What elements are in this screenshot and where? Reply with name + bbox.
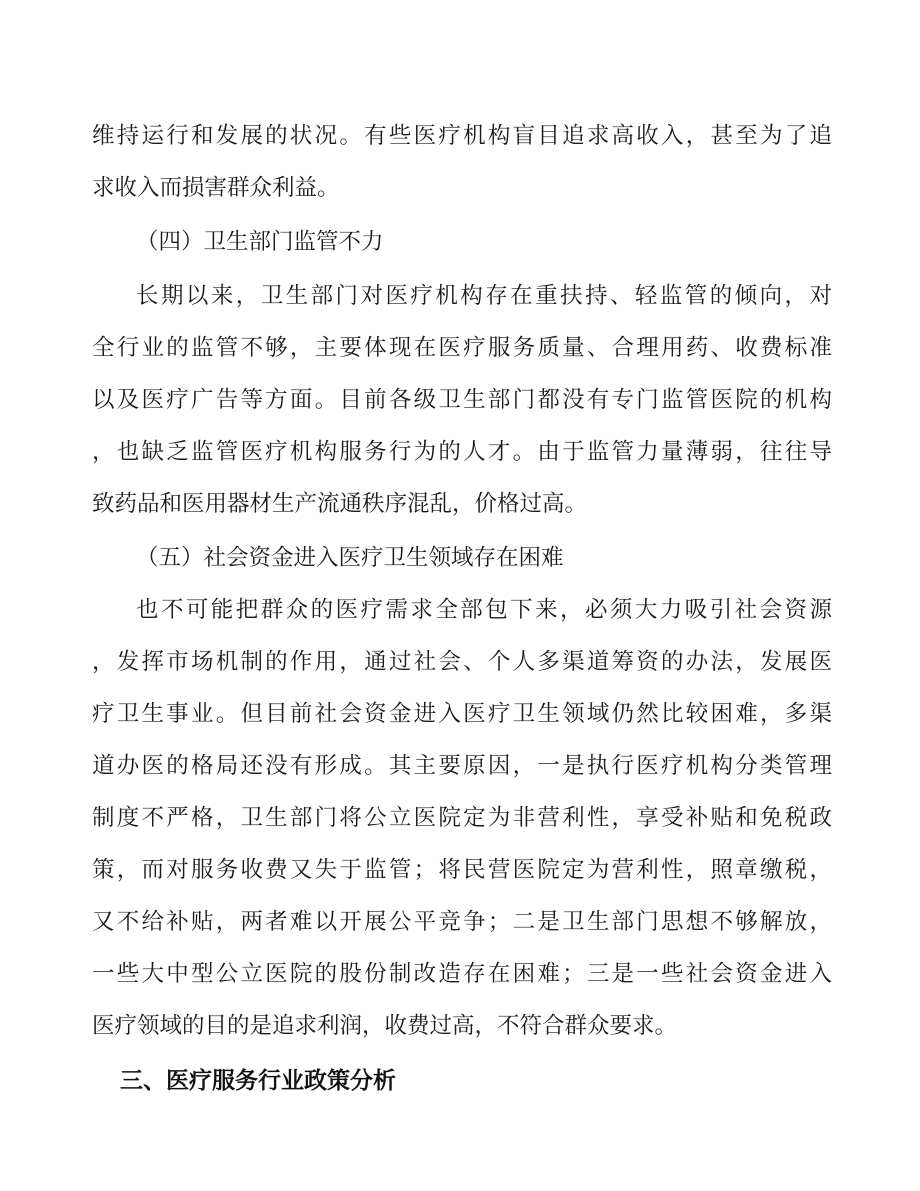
paragraph-line: 长期以来，卫生部门对医疗机构存在重扶持、轻监管的倾向，对 bbox=[136, 283, 832, 309]
paragraph-line: 以及医疗广告等方面。目前各级卫生部门都没有专门监管医院的机构 bbox=[92, 387, 832, 413]
paragraph-line: 一些大中型公立医院的股份制改造存在困难；三是一些社会资金进入 bbox=[92, 961, 832, 987]
paragraph-line: 疗卫生事业。但目前社会资金进入医疗卫生领域仍然比较困难，多渠 bbox=[92, 701, 832, 727]
paragraph-line: 又不给补贴，两者难以开展公平竞争；二是卫生部门思想不够解放， bbox=[92, 909, 832, 935]
paragraph-line: ，发挥市场机制的作用，通过社会、个人多渠道筹资的办法，发展医 bbox=[92, 649, 832, 675]
paragraph-line: ，也缺乏监管医疗机构服务行为的人才。由于监管力量薄弱，往往导 bbox=[92, 439, 832, 465]
paragraph-line: 致药品和医用器材生产流通秩序混乱，价格过高。 bbox=[92, 491, 588, 517]
paragraph-line: 维持运行和发展的状况。有些医疗机构盲目追求高收入，甚至为了追 bbox=[92, 123, 832, 149]
paragraph-line: 全行业的监管不够，主要体现在医疗服务质量、合理用药、收费标准 bbox=[92, 335, 832, 361]
paragraph-line: 道办医的格局还没有形成。其主要原因，一是执行医疗机构分类管理 bbox=[92, 753, 832, 779]
paragraph-line: 医疗领域的目的是追求利润，收费过高，不符合群众要求。 bbox=[92, 1013, 678, 1039]
paragraph-line: 制度不严格，卫生部门将公立医院定为非营利性，享受补贴和免税政 bbox=[92, 805, 832, 831]
paragraph-line: 也不可能把群众的医疗需求全部包下来，必须大力吸引社会资源 bbox=[136, 597, 832, 623]
paragraph-line: 求收入而损害群众利益。 bbox=[92, 175, 340, 201]
subsection-heading: （四）卫生部门监管不力 bbox=[136, 229, 384, 255]
section-heading: 三、医疗服务行业政策分析 bbox=[120, 1068, 396, 1094]
subsection-heading: （五）社会资金进入医疗卫生领域存在困难 bbox=[136, 545, 564, 571]
paragraph-line: 策，而对服务收费又失于监管；将民营医院定为营利性，照章缴税， bbox=[92, 857, 832, 883]
